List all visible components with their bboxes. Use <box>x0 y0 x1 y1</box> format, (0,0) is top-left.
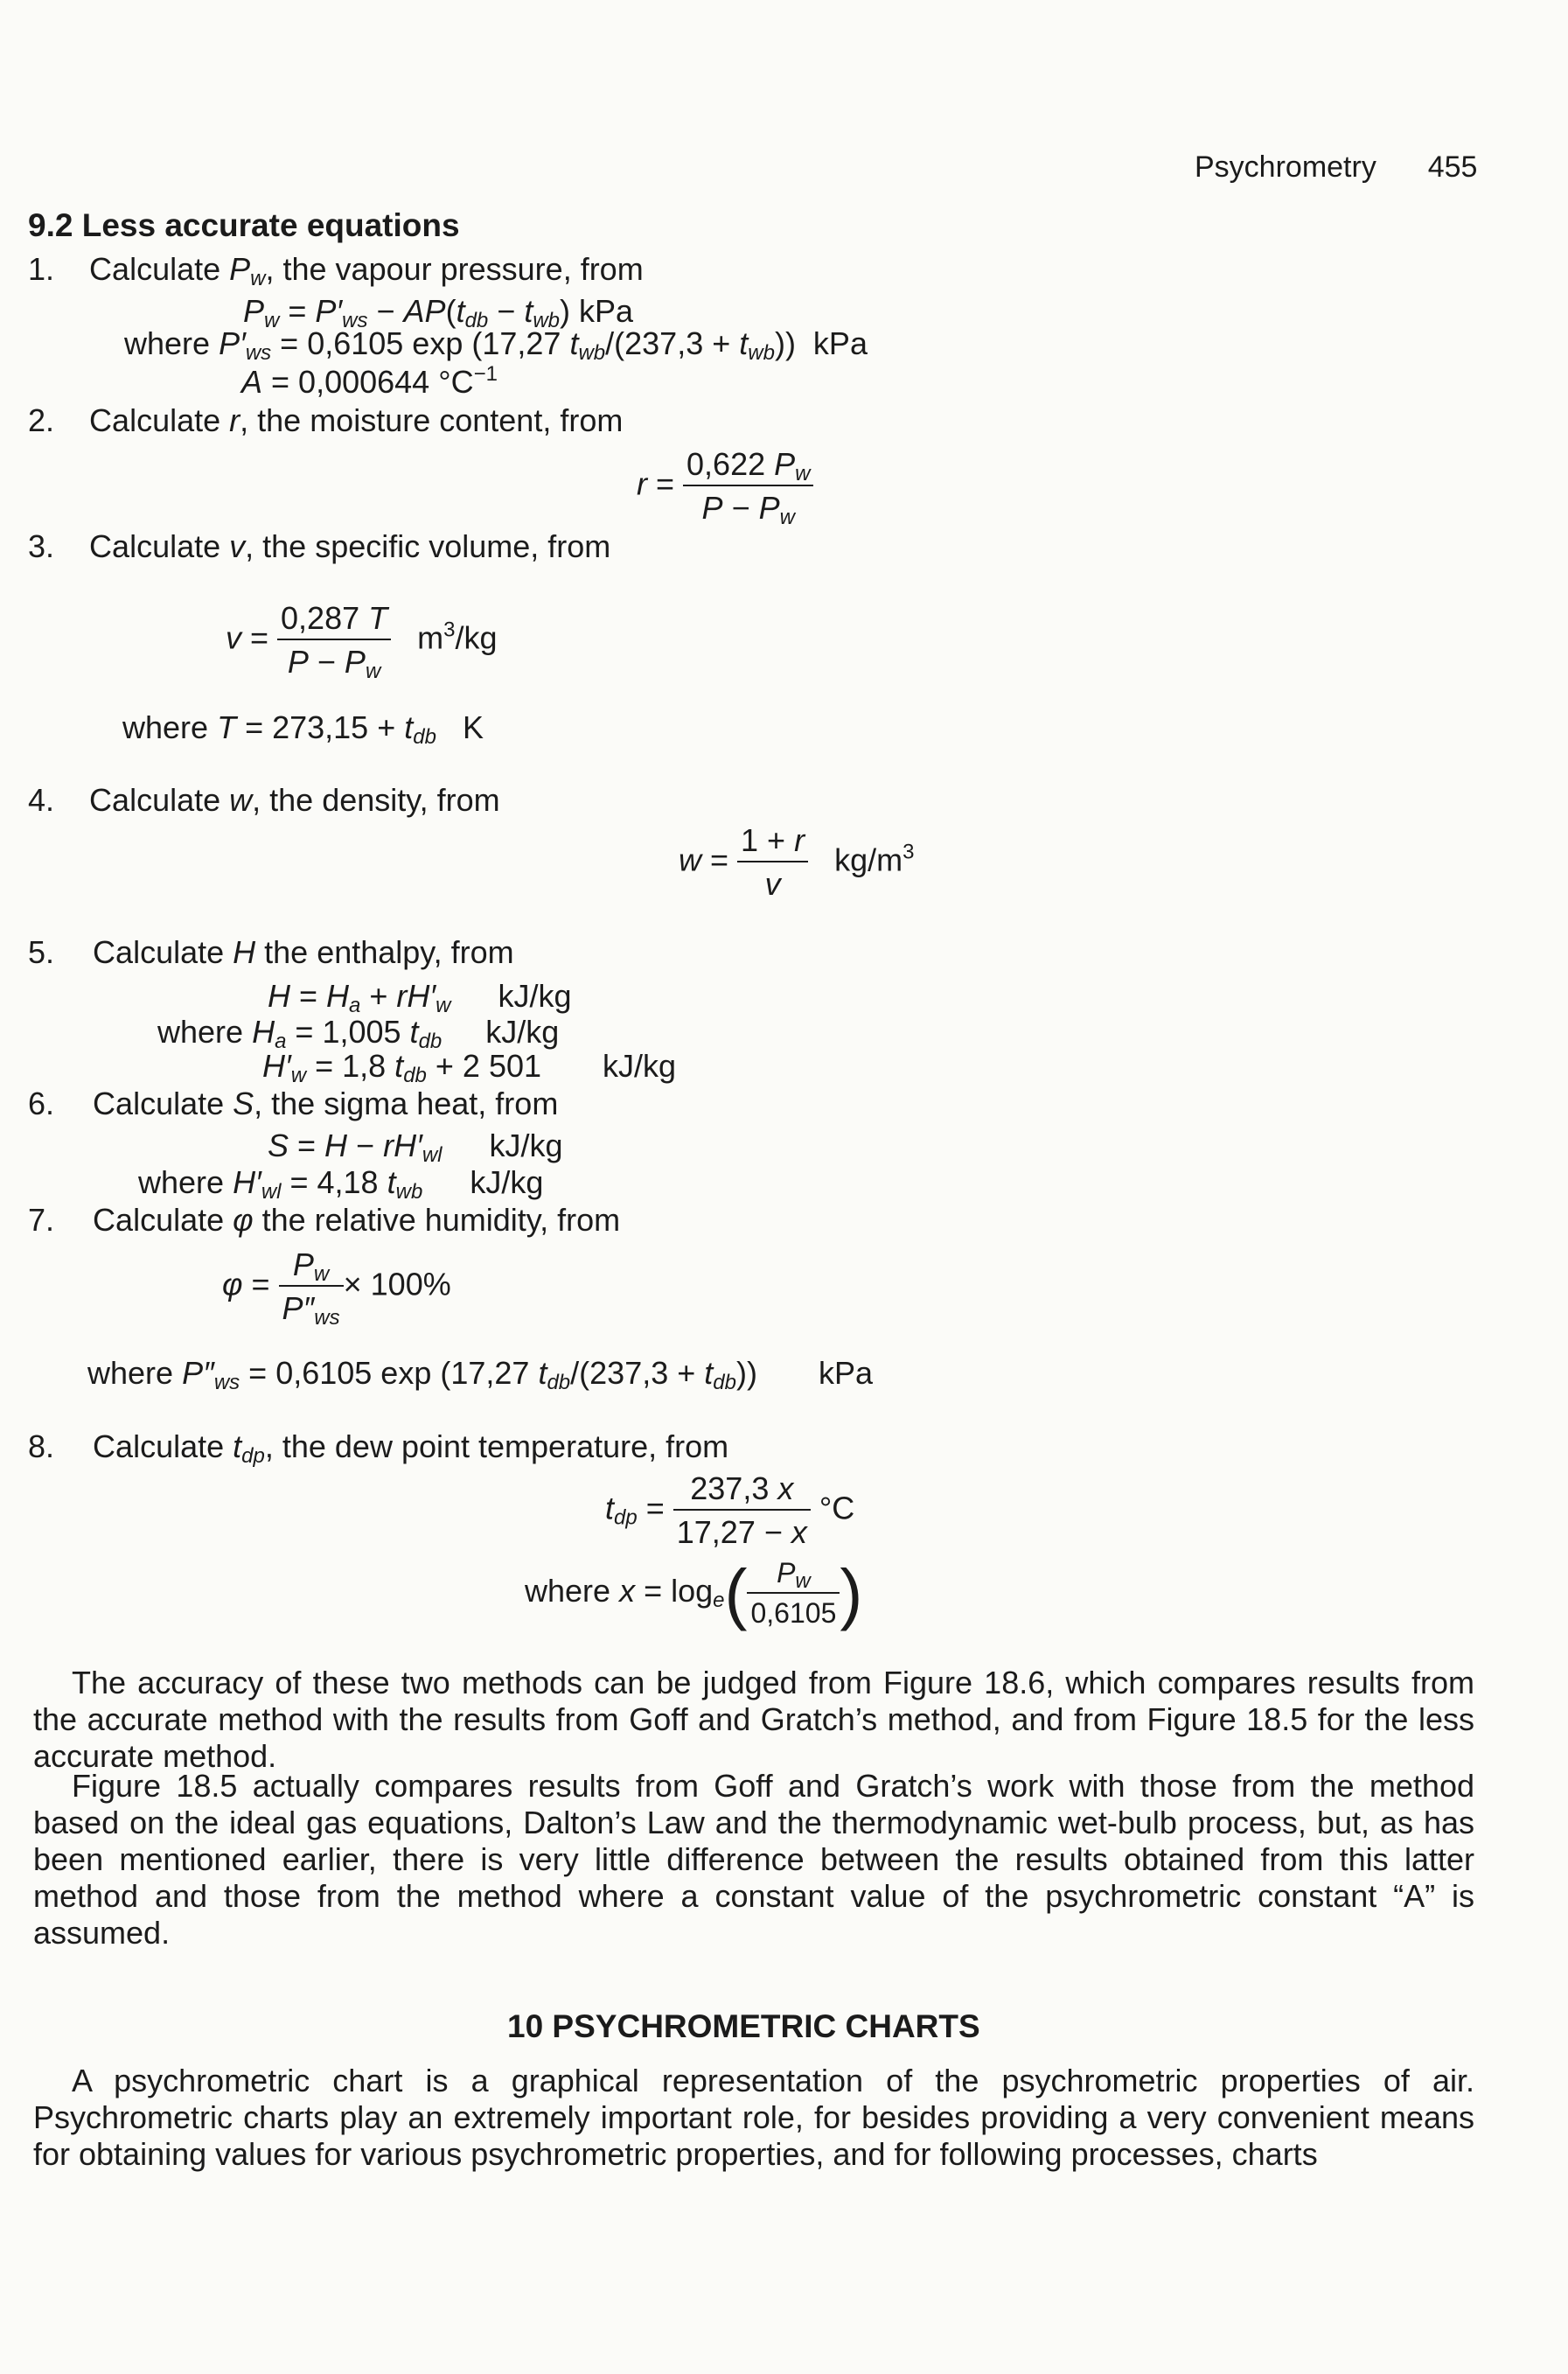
equation-r: r = $\frac{0,622 P_w}{P - P_w}$ <box>637 448 813 525</box>
step-8: 8. Calculate $t_{dp}$, the dew point temperature, from <box>28 1428 729 1468</box>
step-number: 1. <box>28 251 55 287</box>
step-2: 2. Calculate r, the moisture content, from <box>28 402 624 438</box>
running-header <box>1195 152 1477 182</box>
equation-hw: $H'_w = 1,8$ $t_{db} + 2$ 501 kJ/kg <box>262 1048 677 1087</box>
page-number: 455 <box>1427 150 1478 184</box>
equation-x: where $x = \log_e$( $\frac{P_w}{0,6105}$ ) <box>525 1554 863 1632</box>
equation-s: $S = H - rH'_{wl}$ kJ/kg <box>268 1128 563 1167</box>
step-1: 1. Calculate $P_w$, the vapour pressure, from <box>28 251 644 290</box>
equation-pws: where $P'_{ws} = 0,6105$ exp (17,27 $t_{wb}/(237,3 + t_{wb})$) kPa <box>124 325 868 365</box>
equation-pws2: where $P''_{ws} = 0,6105$ exp (17,27 $t_{db}/(237,3 + t_{db})$) kPa <box>87 1355 874 1394</box>
step-6: 6. Calculate S, the sigma heat, from <box>28 1086 559 1121</box>
equation-pw: $P_w = P'_{ws} - AP(t_{db} - t_{wb})$ kPa <box>243 293 634 332</box>
paragraph-accuracy: The accuracy of these two methods can be judged from Figure 18.6, which compares results from the accurate method with the results from Goff and Gratch’s method, and from Figure 18.5 for the less accurate method. <box>33 1665 1474 1774</box>
step-number: 5. <box>28 934 55 970</box>
step-number: 3. <box>28 528 55 564</box>
paragraph-psychrometric-chart: A psychrometric chart is a graphical representation of the psychrometric properties of air. Psychrometric charts play an extremely important role, for besides providing a very convenient means for obtaining values for various psychrometric properties, and for following processes, charts <box>33 2063 1474 2172</box>
equation-a-constant: A = 0,000644 $^\circ C^{-1}$ <box>241 362 498 400</box>
step-number: 8. <box>28 1428 55 1464</box>
equation-phi: φ = $\frac{P_w}{P''_{ws}}$ × 100% <box>222 1246 451 1330</box>
equation-t: where $T = 273,15 + t_{db}$ K <box>122 709 484 749</box>
equation-w: w = $\frac{1 + r}{v}$ $kg/m^3$ <box>679 822 915 902</box>
section-title-10: 10 PSYCHROMETRIC CHARTS <box>507 2008 980 2044</box>
step-number: 7. <box>28 1202 55 1238</box>
step-number: 6. <box>28 1086 55 1121</box>
step-number: 4. <box>28 782 55 818</box>
equation-h: $H = H_a + rH'_w$ kJ/kg <box>268 978 572 1017</box>
equation-v: v = $\frac{0,287 T}{P - P_w}$ $m^3/kg$ <box>226 600 498 683</box>
step-3: 3. Calculate v, the specific volume, from <box>28 528 611 564</box>
step-5: 5. Calculate H the enthalpy, from <box>28 934 514 970</box>
equation-tdp: $t_{dp}$ = $\frac{237,3 x}{17,27 - x}$ °C <box>605 1470 855 1550</box>
section-title-9-2: 9.2 Less accurate equations <box>28 207 460 243</box>
step-4: 4. Calculate w, the density, from <box>28 782 500 818</box>
equation-ha: where $H_a = 1,005$ $t_{db}$ kJ/kg <box>157 1014 560 1053</box>
running-title: Psychrometry <box>1195 150 1376 184</box>
step-number: 2. <box>28 402 55 438</box>
paragraph-figure-18-5: Figure 18.5 actually compares results from Goff and Gratch’s work with those from the method based on the ideal gas equations, Dalton’s Law and the thermodynamic wet-bulb process, but, as has been mentioned earlier, there is very little difference between the results obtained from this latter method and those from the method where a constant value of the psychrometric constant “A” is assumed. <box>33 1768 1474 1951</box>
step-7: 7. Calculate φ the relative humidity, from <box>28 1202 621 1238</box>
equation-hwl: where $H'_{wl} = 4,18$ $t_{wb}$ kJ/kg <box>138 1164 544 1204</box>
